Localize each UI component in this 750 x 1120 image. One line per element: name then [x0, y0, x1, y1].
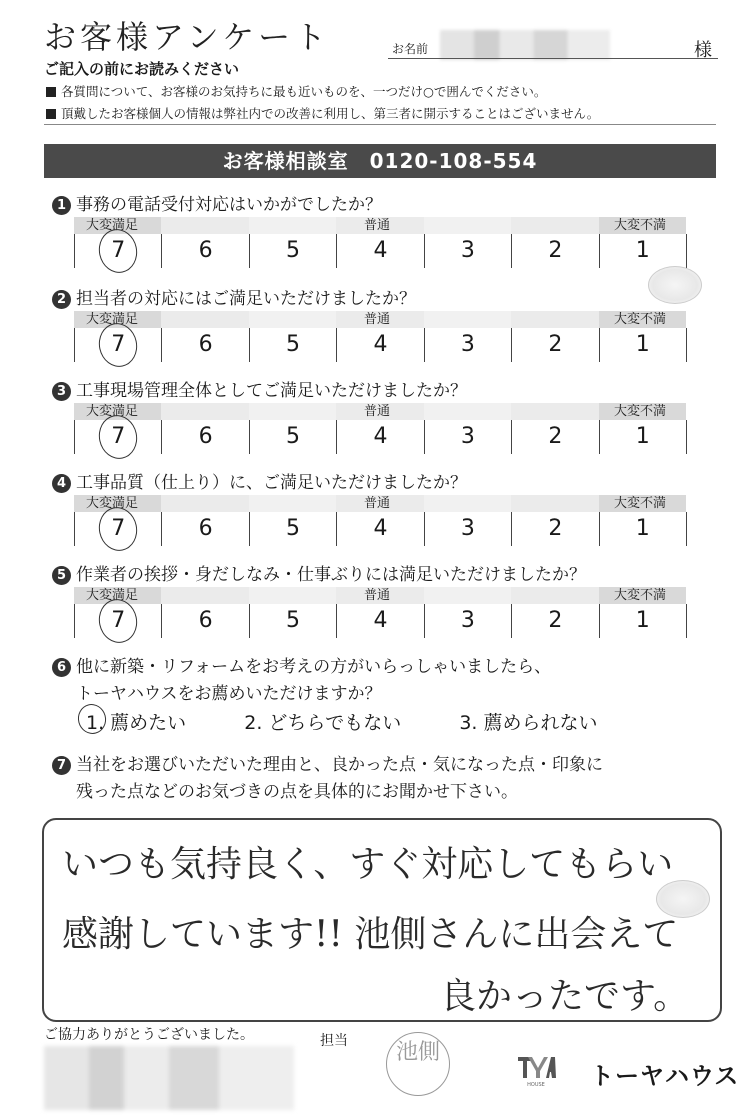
scale-option[interactable]: 5 — [250, 604, 337, 638]
question-2: 2 担当者の対応にはご満足いただけましたか？ — [52, 284, 416, 309]
scale-label-low: 大変不満 — [614, 496, 667, 511]
square-bullet-icon — [46, 109, 56, 119]
name-redacted — [440, 30, 610, 60]
number-badge-icon: 2 — [52, 290, 71, 309]
question-7-line-2: 残った点などのお気づきの点を具体的にお聞かせ下さい。 — [76, 782, 518, 802]
punch-hole — [656, 880, 710, 918]
question-4: 4 工事品質（仕上り）に、ご満足いただけましたか？ — [52, 468, 467, 493]
scale-option[interactable]: 3 — [425, 604, 512, 638]
scale-cells — [74, 328, 687, 362]
q6-option-2[interactable]: 2. どちらでもない — [244, 712, 402, 734]
q6-option-3[interactable]: 3. 薦められない — [459, 712, 598, 734]
question-5: 5 作業者の挨拶・身だしなみ・仕事ぶりには満足いただけましたか？ — [52, 560, 586, 585]
scale-label-mid: 普通 — [364, 496, 391, 511]
staff-label: 担当 — [320, 1033, 348, 1049]
scale-option[interactable]: 5 — [250, 420, 337, 454]
scale-label-mid: 普通 — [364, 312, 391, 327]
scale-label-mid: 普通 — [364, 588, 391, 603]
scale-label-mid: 普通 — [364, 404, 391, 419]
scale-option[interactable]: 4 — [337, 234, 424, 268]
scale-option[interactable]: 7 — [75, 234, 162, 268]
thanks-text: ご協力ありがとうございました。 — [44, 1027, 254, 1043]
punch-hole — [648, 266, 702, 304]
q6-options — [86, 708, 598, 735]
q6-option-1[interactable]: 1. 薦めたい — [86, 712, 187, 734]
scale-option[interactable]: 1 — [600, 328, 687, 362]
address-redacted — [44, 1046, 294, 1110]
brand-name: トーヤハウス — [590, 1062, 740, 1090]
survey-title: お客様アンケート — [44, 18, 331, 56]
company-logo-icon — [516, 1054, 556, 1088]
comment-line-3: 良かったです。 — [440, 976, 690, 1017]
scale-option[interactable]: 5 — [250, 328, 337, 362]
honorific: 様 — [694, 40, 712, 61]
scale-cells — [74, 512, 687, 546]
scale-option[interactable]: 6 — [162, 512, 249, 546]
name-underline — [388, 58, 718, 59]
scale-option[interactable]: 3 — [425, 420, 512, 454]
rating-scale — [74, 403, 686, 455]
notice-heading: ご記入の前にお読みください — [44, 60, 240, 78]
scale-label-mid: 普通 — [364, 218, 391, 233]
scale-label-low: 大変不満 — [614, 312, 667, 327]
scale-option[interactable]: 1 — [600, 604, 687, 638]
scale-option[interactable]: 2 — [512, 234, 599, 268]
number-badge-icon: 6 — [52, 658, 71, 677]
number-badge-icon: 5 — [52, 566, 71, 585]
comment-line-2: 感謝しています!! 池側さんに出会えて — [62, 914, 679, 955]
rating-scale — [74, 311, 686, 363]
scale-label-high: 大変満足 — [86, 404, 139, 419]
scale-label-low: 大変不満 — [614, 404, 667, 419]
scale-option[interactable]: 3 — [425, 328, 512, 362]
question-7: 7 当社をお選びいただいた理由と、良かった点・気になった点・印象に — [52, 750, 603, 775]
scale-option[interactable]: 3 — [425, 512, 512, 546]
scale-option[interactable]: 3 — [425, 234, 512, 268]
scale-option[interactable]: 1 — [600, 420, 687, 454]
scale-option[interactable]: 4 — [337, 328, 424, 362]
scale-label-high: 大変満足 — [86, 218, 139, 233]
scale-option[interactable]: 6 — [162, 328, 249, 362]
scale-option[interactable]: 4 — [337, 420, 424, 454]
notice-line-1: 各質問について、お客様のお気持ちに最も近いものを、一つだけ○で囲んでください。 — [46, 82, 546, 100]
scale-label-low: 大変不満 — [614, 218, 667, 233]
rating-scale — [74, 217, 686, 269]
number-badge-icon: 7 — [52, 756, 71, 775]
scale-option[interactable]: 6 — [162, 604, 249, 638]
square-bullet-icon — [46, 87, 56, 97]
number-badge-icon: 4 — [52, 474, 71, 493]
scale-label-high: 大変満足 — [86, 312, 139, 327]
scale-label-low: 大変不満 — [614, 588, 667, 603]
scale-label-high: 大変満足 — [86, 588, 139, 603]
scale-option[interactable]: 7 — [75, 420, 162, 454]
question-6: 6 他に新築・リフォームをお考えの方がいらっしゃいましたら、 — [52, 652, 551, 677]
rating-scale — [74, 587, 686, 639]
question-3: 3 工事現場管理全体としてご満足いただけましたか？ — [52, 376, 467, 401]
comment-line-1: いつも気持良く、すぐ対応してもらい — [62, 844, 674, 885]
scale-option[interactable]: 5 — [250, 234, 337, 268]
scale-option[interactable]: 1 — [600, 234, 687, 268]
scale-cells — [74, 604, 687, 638]
scale-option[interactable]: 4 — [337, 512, 424, 546]
scale-option[interactable]: 2 — [512, 604, 599, 638]
scale-option[interactable]: 1 — [600, 512, 687, 546]
scale-option[interactable]: 7 — [75, 328, 162, 362]
scale-option[interactable]: 6 — [162, 420, 249, 454]
name-label: お名前 — [392, 42, 429, 56]
question-1: 1 事務の電話受付対応はいかがでしたか？ — [52, 190, 382, 215]
scale-cells — [74, 420, 687, 454]
scale-label-high: 大変満足 — [86, 496, 139, 511]
logo-sub-text: HOUSE — [527, 1082, 545, 1088]
scale-option[interactable]: 2 — [512, 328, 599, 362]
scale-option[interactable]: 4 — [337, 604, 424, 638]
staff-stamp: 池側 — [386, 1032, 450, 1096]
scale-option[interactable]: 5 — [250, 512, 337, 546]
scale-option[interactable]: 7 — [75, 604, 162, 638]
scale-cells — [74, 234, 687, 268]
notice-line-2: 頂戴したお客様個人の情報は弊社内での改善に利用し、第三者に開示することはございません。 — [46, 104, 599, 122]
number-badge-icon: 1 — [52, 196, 71, 215]
scale-option[interactable]: 7 — [75, 512, 162, 546]
question-6-line-2: トーヤハウスをお薦めいただけますか？ — [76, 684, 382, 704]
contact-banner: お客様相談室 0120-108-554 — [44, 144, 716, 178]
scale-option[interactable]: 6 — [162, 234, 249, 268]
rating-scale — [74, 495, 686, 547]
number-badge-icon: 3 — [52, 382, 71, 401]
scale-option[interactable]: 2 — [512, 420, 599, 454]
scale-option[interactable]: 2 — [512, 512, 599, 546]
divider — [44, 124, 716, 125]
